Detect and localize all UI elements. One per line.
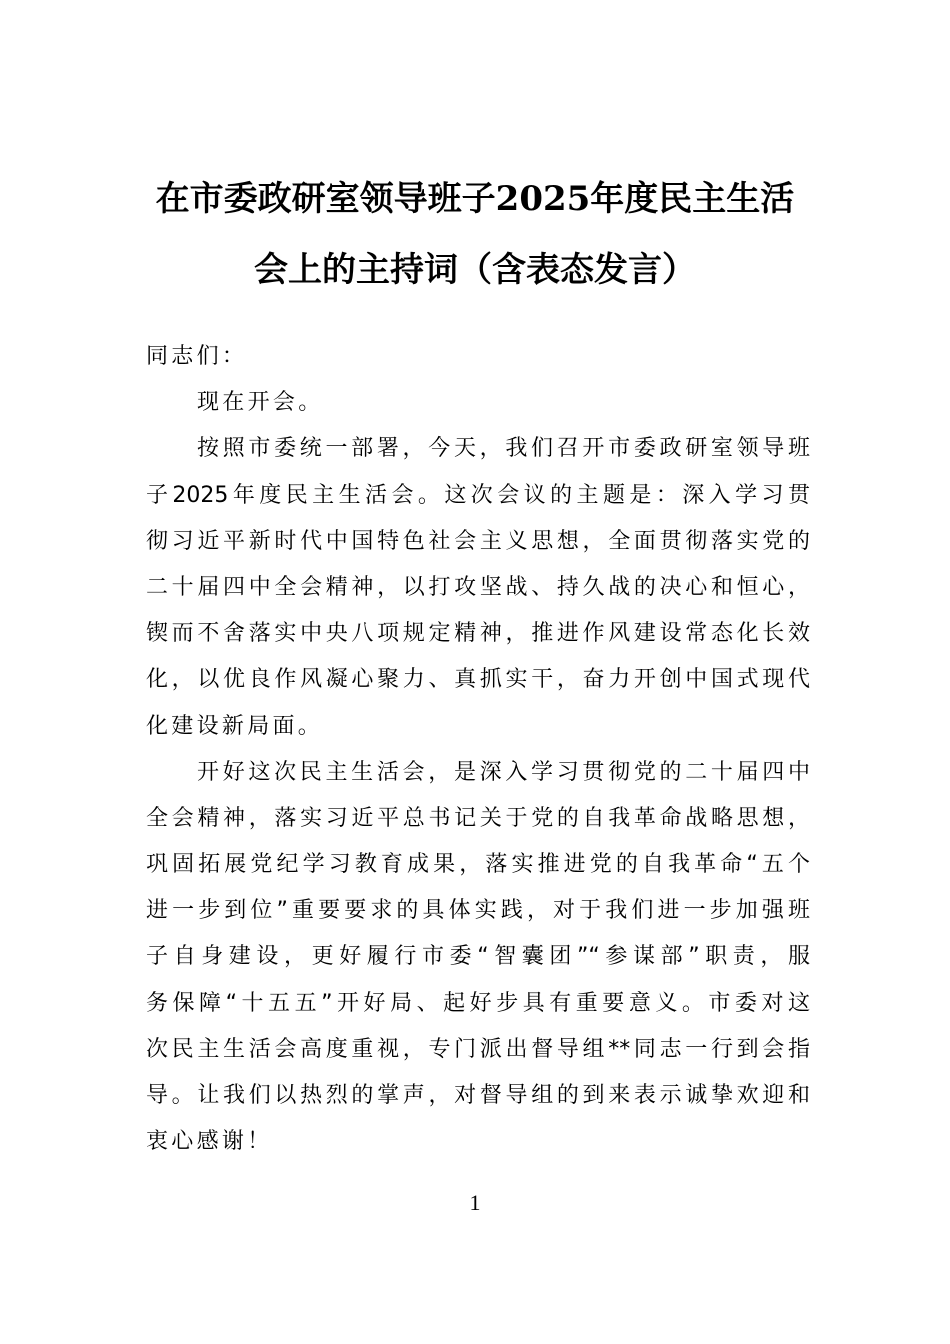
paragraph-line: 巩固拓展党纪学习教育成果，落实推进党的自我革命“五个	[146, 852, 810, 878]
paragraph-meeting-theme	[146, 426, 810, 749]
title-line-2: 会上的主持词（含表态发言）	[254, 250, 696, 290]
salutation: 同志们：	[146, 344, 248, 369]
paragraph-line: 全会精神，落实习近平总书记关于党的自我革命战略思想，	[146, 805, 810, 831]
paragraph-line: 子自身建设，更好履行市委“智囊团”“参谋部”职责，服	[146, 944, 810, 970]
paragraph-line: 化建设新局面。	[146, 713, 324, 739]
paragraph-line: 现在开会。	[197, 390, 324, 416]
paragraph-line: 二十届四中全会精神，以打攻坚战、持久战的决心和恒心，	[146, 574, 810, 600]
paragraph-line: 次民主生活会高度重视，专门派出督导组**同志一行到会指	[146, 1036, 810, 1062]
paragraph-line: 开好这次民主生活会，是深入学习贯彻党的二十届四中	[197, 759, 810, 785]
paragraph-line: 锲而不舍落实中央八项规定精神，推进作风建设常态化长效	[146, 621, 810, 647]
paragraph-line: 衷心感谢！	[146, 1129, 273, 1155]
paragraph-line: 按照市委统一部署，今天，我们召开市委政研室领导班	[197, 436, 810, 462]
paragraph-line: 导。让我们以热烈的掌声，对督导组的到来表示诚挚欢迎和	[146, 1083, 810, 1108]
page-number: 1	[469, 1190, 481, 1215]
paragraph-line: 化，以优良作风凝心聚力、真抓实干，奋力开创中国式现代	[146, 667, 810, 693]
paragraph-line: 彻习近平新时代中国特色社会主义思想，全面贯彻落实党的	[146, 528, 810, 554]
paragraph-line: 进一步到位”重要要求的具体实践，对于我们进一步加强班	[146, 898, 810, 924]
title-line-1: 在市委政研室领导班子2025年度民主生活	[155, 179, 795, 219]
paragraph-opening	[146, 380, 810, 426]
document-body	[146, 334, 810, 1165]
paragraph-line: 务保障“十五五”开好局、起好步具有重要意义。市委对这	[146, 990, 810, 1016]
document-title	[120, 164, 830, 306]
paragraph-line: 子2025年度民主生活会。这次会议的主题是：深入学习贯	[146, 482, 810, 508]
paragraph-significance	[146, 750, 810, 1166]
